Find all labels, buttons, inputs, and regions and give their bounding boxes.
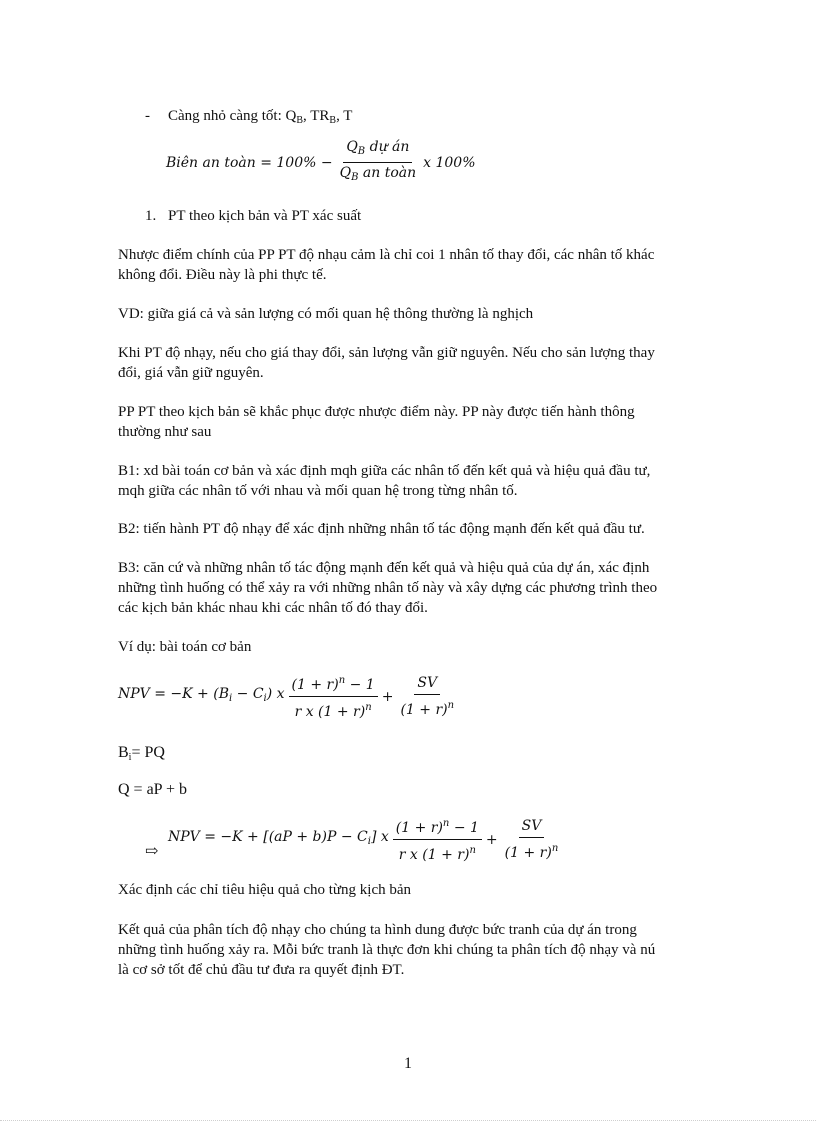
safety-num-sub: B — [357, 146, 366, 157]
bi-rhs: = PQ — [131, 744, 165, 761]
npv2-frac1-den — [396, 840, 479, 864]
npv1-c-sub: i — [263, 693, 267, 704]
safety-den-word: an toàn — [358, 165, 417, 181]
paragraph-line: Khi PT độ nhạy, nếu cho giá thay đổi, sản lượng vẫn giữ nguyên. Nếu cho sản lượng thay — [118, 345, 655, 361]
safety-den-q: Q — [339, 165, 352, 181]
bi-equation — [118, 743, 165, 768]
npv2-f1n: (1 + r) — [395, 820, 443, 836]
bi-b: B — [118, 744, 129, 761]
npv1-f1n: (1 + r) — [291, 677, 339, 693]
paragraph-line: không đổi. Điều này là phi thực tế. — [118, 267, 327, 283]
npv2-close: ] x — [370, 829, 389, 845]
paragraph-weakness — [118, 245, 698, 285]
safety-num-word: dự án — [365, 139, 410, 155]
safety-fraction — [337, 139, 420, 186]
implies-arrow-icon: ⇨ — [145, 843, 159, 860]
safety-denominator — [337, 163, 420, 186]
paragraph-line: các kịch bản khác nhau khi các nhân tố đó thay đổi. — [118, 600, 428, 616]
npv2-c-sub: i — [367, 836, 371, 847]
npv2-fraction-annuity — [393, 815, 482, 864]
bullet-sub-1: B — [296, 115, 303, 126]
paragraph-step-b1 — [118, 461, 698, 501]
paragraph-line: VD: giữa giá cả và sản lượng có mối quan hệ thông thường là nghịch — [118, 306, 534, 322]
npv2-frac1-num — [393, 815, 482, 840]
npv2-lhs — [168, 827, 389, 852]
safety-margin-formula — [166, 139, 476, 186]
npv2-frac2-num: SV — [519, 818, 545, 838]
npv-formula-substituted — [168, 815, 565, 864]
npv1-f1n-tail: − 1 — [345, 677, 375, 693]
paragraph-conclusion — [118, 920, 698, 980]
paragraph-line: những tình huống xảy ra. Mỗi bức tranh là thực đơn khi chúng ta phân tích độ nhạy và nú — [118, 942, 656, 958]
npv2-lhs-text: NPV = −K + [(aP + b)P − C — [168, 829, 368, 845]
paragraph-example-basic — [118, 637, 698, 657]
paragraph-line: Ví dụ: bài toán cơ bản — [118, 639, 252, 655]
paragraph-line: Xác định các chỉ tiêu hiệu quả cho từng kịch bản — [118, 882, 412, 898]
page-number: 1 — [404, 1055, 412, 1072]
npv1-f2d: (1 + r) — [400, 701, 448, 718]
npv1-plus: + — [381, 688, 394, 705]
npv1-frac1-den — [292, 697, 375, 721]
paragraph-line: Kết quả của phân tích độ nhạy cho chúng ta hình dung được bức tranh của dự án trong — [118, 922, 637, 938]
paragraph-step-b3 — [118, 558, 698, 618]
npv1-f1d-exp: n — [365, 702, 372, 713]
paragraph-line: thường như sau — [118, 424, 212, 440]
paragraph-line: PP PT theo kịch bản sẽ khắc phục được nhược điểm này. PP này được tiến hành thông — [118, 404, 635, 420]
npv1-frac1-num — [289, 672, 378, 697]
npv2-f2d: (1 + r) — [504, 844, 552, 861]
paragraph-line: những tình huống có thể xảy ra với những nhân tố này và xây dựng các phương trình theo — [118, 580, 658, 596]
safety-rhs: x 100% — [423, 154, 476, 171]
npv1-frac2-den — [397, 695, 457, 719]
npv-formula-basic — [118, 672, 461, 721]
safety-num-q: Q — [346, 139, 358, 155]
paragraph-scenario-method — [118, 402, 698, 442]
paragraph-sensitivity — [118, 343, 698, 383]
paragraph-line: B2: tiến hành PT độ nhạy để xác định những nhân tố tác động mạnh đến kết quả đầu tư. — [118, 521, 645, 537]
paragraph-line: là cơ sở tốt để chủ đầu tư đưa ra quyết định ĐT. — [118, 962, 405, 978]
safety-numerator — [343, 139, 412, 163]
npv1-close: ) x — [266, 686, 285, 702]
paragraph-line: đổi, giá vẫn giữ nguyên. — [118, 365, 264, 381]
bullet-text-b: , TR — [303, 108, 330, 124]
npv1-lhs-text: NPV = −K + (B — [118, 686, 229, 702]
npv1-fraction-annuity — [289, 672, 378, 721]
npv1-lhs — [118, 684, 285, 709]
safety-lhs: Biên an toàn = 100% − — [166, 154, 333, 171]
npv2-plus: + — [485, 831, 498, 848]
section-title: PT theo kịch bản và PT xác suất — [168, 208, 362, 224]
npv1-f1d: r x (1 + r) — [294, 704, 366, 720]
npv1-f1n-exp: n — [338, 675, 346, 686]
q-equation: Q = aP + b — [118, 781, 188, 798]
npv2-f2d-exp: n — [551, 842, 559, 854]
npv1-frac2-num: SV — [414, 675, 440, 695]
npv2-f1n-tail: − 1 — [449, 820, 479, 836]
npv2-fraction-salvage — [502, 818, 562, 862]
section-number: 1. — [145, 208, 157, 224]
paragraph-line: B1: xd bài toán cơ bản và xác định mqh giữa các nhân tố đến kết quả và hiệu quả đầu tư, — [118, 463, 651, 479]
npv1-b-sub: i — [228, 693, 233, 704]
npv2-f1d-exp: n — [469, 845, 476, 856]
bullet-text-a: Càng nhỏ càng tốt: Q — [168, 108, 297, 124]
bullet-text-c: , T — [336, 108, 353, 124]
npv1-f2d-exp: n — [447, 699, 455, 711]
npv2-f1d: r x (1 + r) — [398, 847, 470, 863]
bullet-sub-2: B — [329, 115, 337, 126]
paragraph-step-b2 — [118, 519, 698, 539]
npv2-f1n-exp: n — [442, 818, 450, 829]
paragraph-scenario-indicators — [118, 880, 698, 900]
paragraph-line: B3: căn cứ và những nhân tố tác động mạnh đến kết quả và hiệu quả của dự án, xác định — [118, 560, 650, 576]
npv1-fraction-salvage — [397, 675, 457, 719]
bullet-marker: - — [145, 108, 150, 124]
npv1-mid: − C — [232, 686, 264, 702]
npv2-frac2-den — [502, 838, 562, 862]
bullet-text — [168, 106, 352, 131]
bi-sub: i — [128, 752, 132, 763]
paragraph-example-vd — [118, 304, 698, 324]
page-bottom-divider — [0, 1120, 816, 1121]
paragraph-line: mqh giữa các nhân tố với nhau và mối quan hệ trong từng nhân tố. — [118, 483, 518, 499]
safety-den-sub: B — [351, 172, 359, 183]
paragraph-line: Nhược điểm chính của PP PT độ nhạu cảm là chỉ coi 1 nhân tố thay đổi, các nhân tố khác — [118, 247, 655, 263]
